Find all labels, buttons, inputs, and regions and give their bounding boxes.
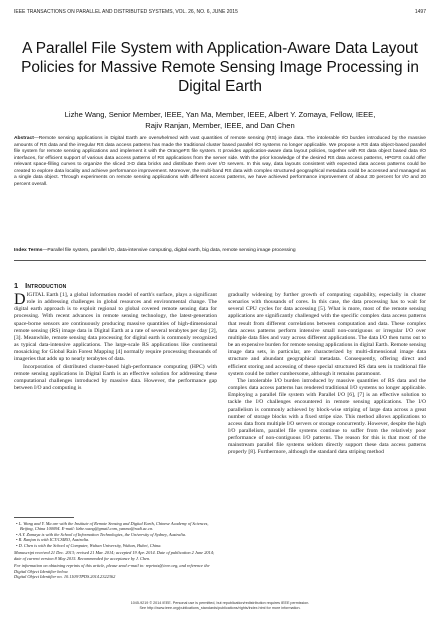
abstract-text: —Remote sensing applications in Digital Earth are overwhelmed with vast quantities of remote sensing (RS) image data. The intolerable I/O burden introduced by the massive amounts of RS data and the irregular RS data access patterns has made the traditional cluster based parallel I/O systems no longer applicable. We propose a RS data object-based parallel file system for remote sensing applications and implement it with the OrangeFS file system. It provides application-aware data layout policies, together with RS data object based data I/O interfaces, for efficient support of various data access patterns of RS applications from the server side. With the prior knowledge of the desired RS data access patterns, HPGFS could offer relevant space-filling curves to organize the sliced 3-D data bricks and distribute them over I/O servers. In this way, data layouts consistent with expected data access patterns could be created to explore data locality and achieve performance improvement. Moreover, the multi-band RS data with complex structured geographical metadata could be accessed and managed as a single data object. Through experiments on remote sensing applications with different access patterns, we have achieved performance improvement of about 30 percent for I/O and 20 percent overall. — [14, 136, 426, 187]
manuscript-received-note: Manuscript received 21 Dec. 2013; revised 21 Mar. 2014; accepted 19 Apr. 2014. Date of publication 2 June 2014; date of current version 8 May 2015. Recommended for acceptance by J. Chen. — [14, 550, 215, 561]
abstract-label: Abstract — [14, 136, 34, 141]
paper-title: A Parallel File System with Application-Aware Data Layout Policies for Massive Remote Sensing Image Processing in Digital Earth — [21, 40, 419, 95]
affiliation-zomaya: A.Y. Zomaya is with the School of Information Technologies, the University of Sydney, Australia. — [18, 531, 187, 537]
author-line-1: Lizhe Wang, Senior Member, IEEE, Yan Ma, Member, IEEE, Albert Y. Zomaya, Fellow, IEEE, — [64, 110, 376, 119]
section-title: Introduction — [25, 281, 67, 290]
footnote-rule — [14, 517, 74, 518]
affiliation-footnote: • R. Ranjan is with ICT/CSIRO, Australia. — [16, 537, 90, 543]
right-column — [228, 292, 426, 457]
left-column — [14, 292, 217, 392]
affiliation-footnote: • L. Wang and Y. Ma are with the Institute of Remote Sensing and Digital Earth, Chinese Academy of Sciences, Beijing, China 100094. E-mail: lizhe.wang@gmail.com, yanma@radi.ac.cn. — [16, 521, 209, 532]
affiliation-footnote: • A.Y. Zomaya is with the School of Information Technologies, the University of Sydney, Australia. — [16, 531, 187, 537]
affiliation-chen: D. Chen is with the School of Computer, Wuhan University, Wuhan, Hubei, China. — [18, 542, 162, 548]
page-number: 1497 — [414, 9, 426, 15]
intro-paragraph-1-text: IGITAL Earth [1], a global information model of earth's surface, plays a significant role in addressing challenges in global resources and environmental change. The digital earth approach is to exploit regional to global covered remote sensing data for processing. With recent advances in remote sensing technology, the latest-generation space-borne sensors are continuously producing massive quantities of high-dimensional remote sensing (RS) image data in Digital Earth at a rate of several terabytes per day [2], [3]. Meanwhile, remote sensing data processing for digital earth is commonly recognized as typical data-intensive applications. The large-scale RS applications like continental mosaicking for Global Rain Forest Mapping [4] normally require processing thousands of imageries that adds up to nearly terabytes of data. — [14, 292, 217, 363]
abstract — [14, 136, 426, 188]
right-paragraph-1: gradually widening by further growth of computing capability, especially in cluster scenarios with thousands of cores. In this case, the data processing has to wait for several CPU cycles for data accessing [5]. What is more, most of the remote sensing applications are significantly challenged with the specific complex data access patterns that result from different correlations between computation and data. These complex data access patterns perform intensive small non-contiguous or irregular I/O over multiple data files and vary across different applications. The data I/O then turns out to be an expensive burden for remote sensing applications in digital Earth. Remote sensing image data sets, in particular, are characterized by multi-dimensional image data structure and abundant geographical metadata. Consequently, offering direct and efficient storing and accessing of these special structured RS data sets in traditional file system could be rather cumbersome, although it remains paramount. — [228, 292, 426, 377]
copyright-notice — [60, 601, 380, 611]
doi-note: Digital Object Identifier no. 10.1109/TPDS.2014.2322362 — [14, 574, 116, 580]
intro-paragraph-1 — [14, 292, 217, 364]
copyright-line-2: See http://www.ieee.org/publications_standards/publications/rights/index.html for more information. — [139, 605, 301, 610]
footnotes — [14, 517, 217, 580]
drop-cap: D — [14, 291, 26, 308]
running-header — [14, 9, 426, 17]
section-heading — [14, 281, 66, 290]
affiliation-wang-ma: L. Wang and Y. Ma are with the Institute of Remote Sensing and Digital Earth, Chinese Academy of Sciences, Beijing, China 100094. E-mail: lizhe.wang@gmail.com, yanma@radi.ac.cn. — [18, 521, 209, 532]
section-number: 1 — [14, 281, 19, 290]
affiliation-footnote: • D. Chen is with the School of Computer, Wuhan University, Wuhan, Hubei, China. — [16, 542, 162, 548]
section-divider — [14, 260, 426, 261]
intro-paragraph-2: Incorporation of distributed cluster-based high-performance computing (HPC) with remote sensing applications in Digital Earth is an effective solution for addressing these computational challenges introduced by massive data. However, the performance gap between I/O and computing is — [14, 363, 217, 392]
author-line-2: Rajiv Ranjan, Member, IEEE, and Dan Chen — [145, 121, 295, 130]
author-list — [20, 109, 420, 131]
right-paragraph-2: The intolerable I/O burden introduced by massive quantities of RS data and the complex data access patterns has rendered traditional I/O systems no longer applicable. Employing a parallel file system with Parallel I/O [6], [7] is an effective solution to tackle the I/O challenges encountered in remote sensing applications. The I/O parallelism is commonly achieved by block-wise striping of large data across a great number of storage blocks with a fixed stripe size. This method allows applications to access data from multiple I/O servers or storage concurrently. However, despite the high I/O parallelism, parallel file systems continue to suffer from the relatively poor performance of non-contiguous I/O patterns. The reason for this is that most of the mainstream parallel file systems seldom directly support these data access patterns properly [8]. Furthermore, although the standard data striping method — [228, 377, 426, 456]
index-terms — [14, 248, 426, 255]
index-terms-text: —Parallel file system, parallel I/O, data-intensive computing, digital earth, big data, remote sensing image processing — [42, 248, 296, 253]
journal-name: IEEE TRANSACTIONS ON PARALLEL AND DISTRIBUTED SYSTEMS, VOL. 26, NO. 6, JUNE 2015 — [14, 9, 238, 15]
affiliation-ranjan: R. Ranjan is with ICT/CSIRO, Australia. — [18, 537, 90, 543]
index-terms-label: Index Terms — [14, 248, 43, 253]
reprints-note: For information on obtaining reprints of this article, please send e-mail to: reprints@ieee.org, and reference the Digital Object Identifier below. — [14, 563, 210, 574]
copyright-line-1: 1045-9219 © 2014 IEEE. Personal use is permitted, but republication/redistribution requires IEEE permission. — [130, 601, 310, 605]
